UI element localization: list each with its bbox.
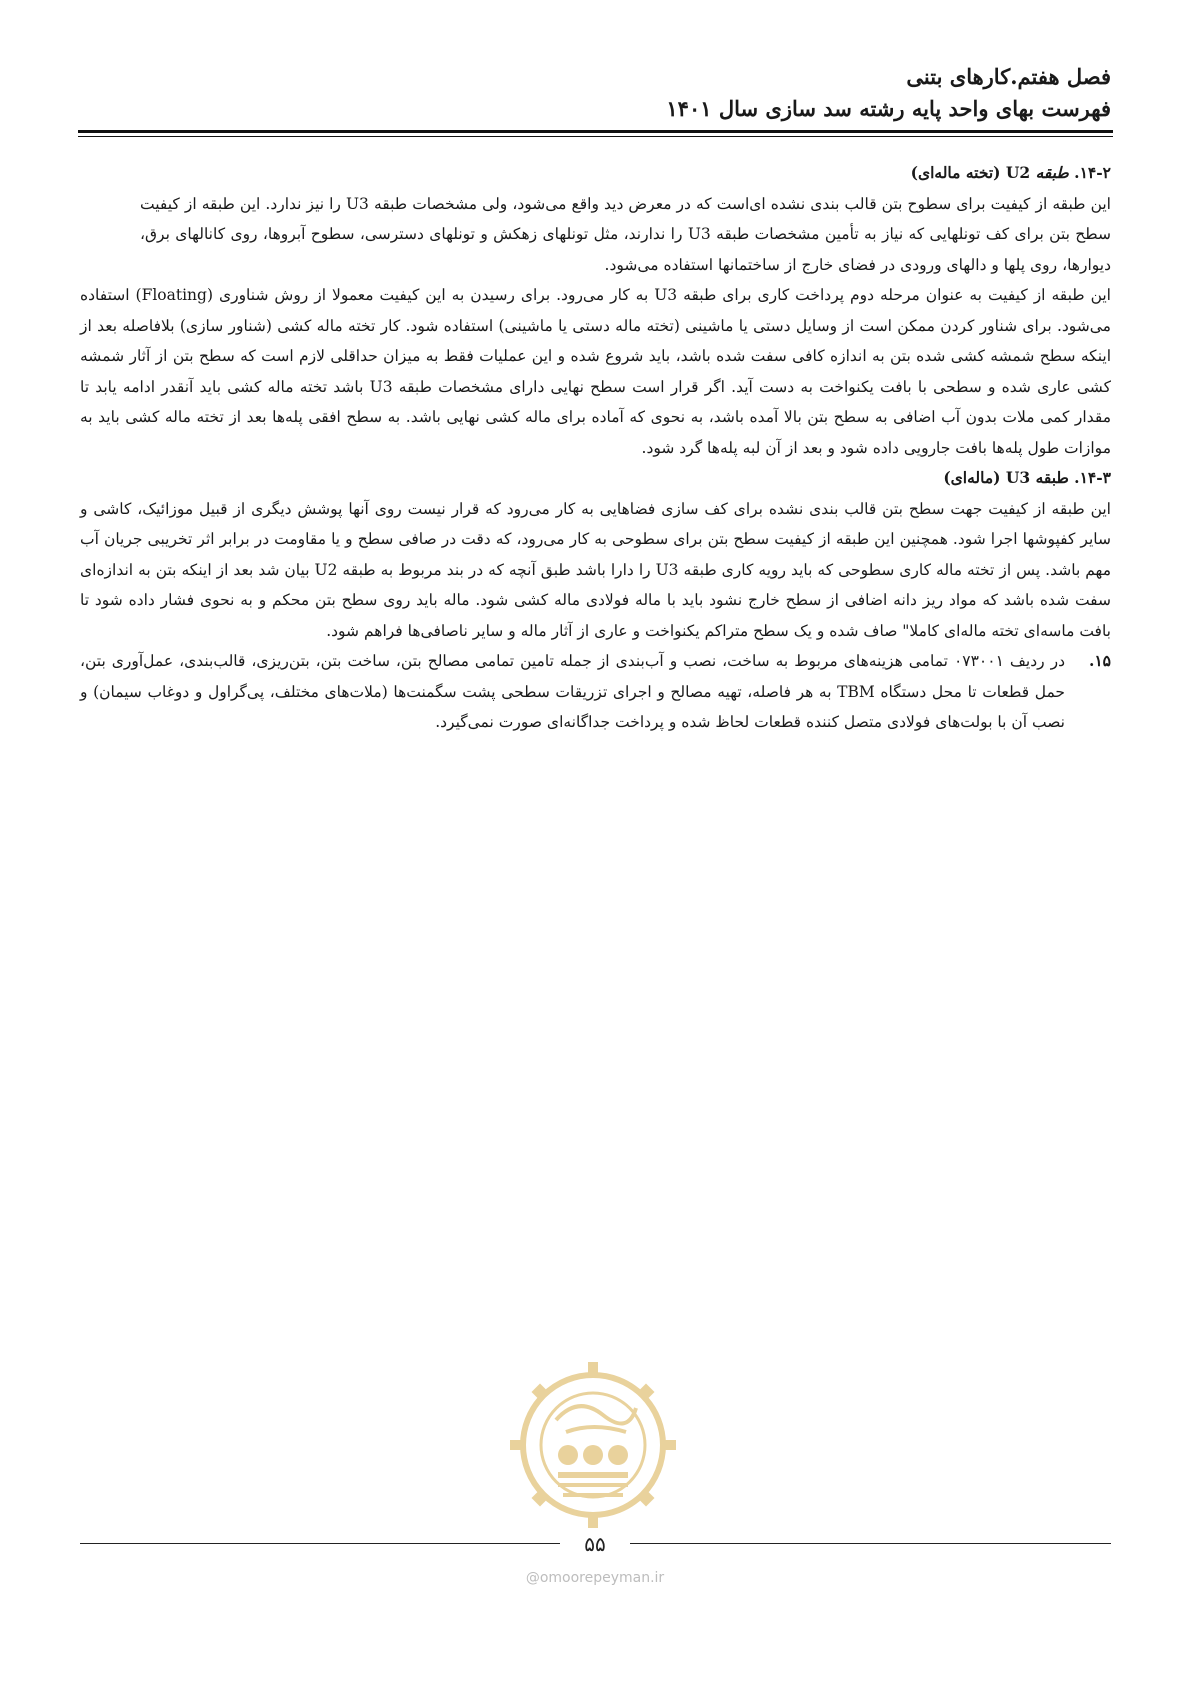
item-text: در ردیف ۰۷۳۰۰۱ تمامی هزینه‌های مربوط به ساخت، نصب و آب‌بندی از جمله تامین تمامی مصالح بتن، ساخت بتن، بتن‌ریزی، قالب‌بندی، عمل‌آوری بتن، حمل قطعات تا محل دستگاه TBM به هر فاصله، تهیه مصالح و اجرای تزریقات سطحی پشت سگمنت‌ها (ملات‌های مختلف، پی‌گراول و دوغاب سیمان) و نصب آن با بولت‌های فولادی متصل کننده قطعات لحاظ شده و پرداخت جداگانه‌ای صورت نمی‌گیرد. [80, 652, 1065, 731]
header-rule-thin [78, 136, 1113, 137]
header-rule-thick [78, 130, 1113, 133]
gear-logo-icon [508, 1360, 678, 1530]
chapter-title: فصل هفتم.کارهای بتنی [906, 64, 1111, 89]
paragraph-u2-floating: این طبقه از کیفیت به عنوان مرحله دوم پرداخت کاری برای طبقه U3 به کار می‌رود. برای رسیدن به این کیفیت معمولا از روش شناوری (Floating) استفاده می‌شود. برای شناور کردن ممکن است از وسایل دستی یا ماشینی (تخته ماله دستی یا ماشینی) استفاده شود. کار تخته ماله کشی (شناور سازی) بلافاصله بعد از اینکه سطح شمشه کشی شده بتن به اندازه کافی سفت شده باشد، باید شروع شده و این عملیات فقط به میزان حداقلی لازم است که سطح بتن از آثار شمشه کشی عاری شده و سطحی با بافت یکنواخت به دست آید. اگر قرار است سطح نهایی دارای مشخصات طبقه U3 باشد تخته ماله کشی باید آنقدر ادامه یابد تا مقدار کمی ملات بدون آب اضافی به سطح بتن بالا آمده باشد، به نحوی که آماده برای ماله کشی نهایی باشد. به سطح افقی پله‌ها بعد از تخته ماله کشی باید به موازات طول پله‌ها بافت جارویی داده شود و بعد از آن لبه پله‌ها گرد شود. [80, 286, 1111, 457]
section-heading-u2 [80, 158, 1111, 189]
section-heading-rest: U2 (تخته ماله‌ای) [910, 163, 1031, 182]
website-watermark: @omoorepeyman.ir [525, 1570, 665, 1586]
item-number: ۱۵. [1088, 651, 1111, 670]
section-heading-u3: ۱۴-۳. طبقه U3 (ماله‌ای) [943, 468, 1111, 487]
document-subtitle: فهرست بهای واحد پایه رشته سد سازی سال ۱۴۰۱ [666, 96, 1111, 121]
paragraph-u2-intro: این طبقه از کیفیت برای سطوح بتن قالب بندی نشده ای‌است که در معرض دید واقع می‌شود، ولی مشخصات طبقه U3 را نیز ندارد. این طبقه از کیفیت سطح بتن برای کف تونلهایی که نیاز به تأمین مشخصات طبقه U3 را ندارند، مثل تونلهای زهکش و تونلهای دسترسی، سطوح آبروها، روی کانالهای برق، دیوارها، روی پلها و دالهای ورودی در فضای خارج از ساختمانها استفاده می‌شود. [140, 194, 1111, 274]
body-content [80, 158, 1111, 738]
watermark-logo [508, 1360, 678, 1530]
section-heading-word: طبقه [1035, 163, 1069, 182]
numbered-item-15 [80, 646, 1111, 738]
page-number: ۵۵ [560, 1532, 630, 1556]
paragraph-u3: این طبقه از کیفیت جهت سطح بتن قالب بندی نشده برای کف سازی فضاهایی به کار می‌رود که قرار نیست روی آنها پوشش دیگری از قبیل موزائیک، کاشی و سایر کفپوشها اجرا شود. همچنین این طبقه از کیفیت سطح بتن برای سطوحی به کار می‌رود، که دقت در صافی سطح و یا مقاومت در برابر اثر تخریبی جریان آب مهم باشد. پس از تخته ماله کاری سطوحی که باید رویه کاری طبقه U3 را دارا باشد طبق آنچه که در بند مربوط به طبقه U2 بیان شد بعد از اینکه بتن به اندازه‌ای سفت شده باشد که مواد ریز دانه اضافی از سطح خارج نشود باید با ماله فولادی ماله کشی شود. ماله باید روی سطح بتن محکم و به نحوی فشار داده شود تا بافت ماسه‌ای تخته ماله‌ای کاملا" صاف شده و یک سطح متراکم یکنواخت و عاری از آثار ماله و سایر ناصافی‌ها فراهم شود. [80, 499, 1112, 640]
section-number: ۱۴-۲. [1074, 163, 1111, 182]
